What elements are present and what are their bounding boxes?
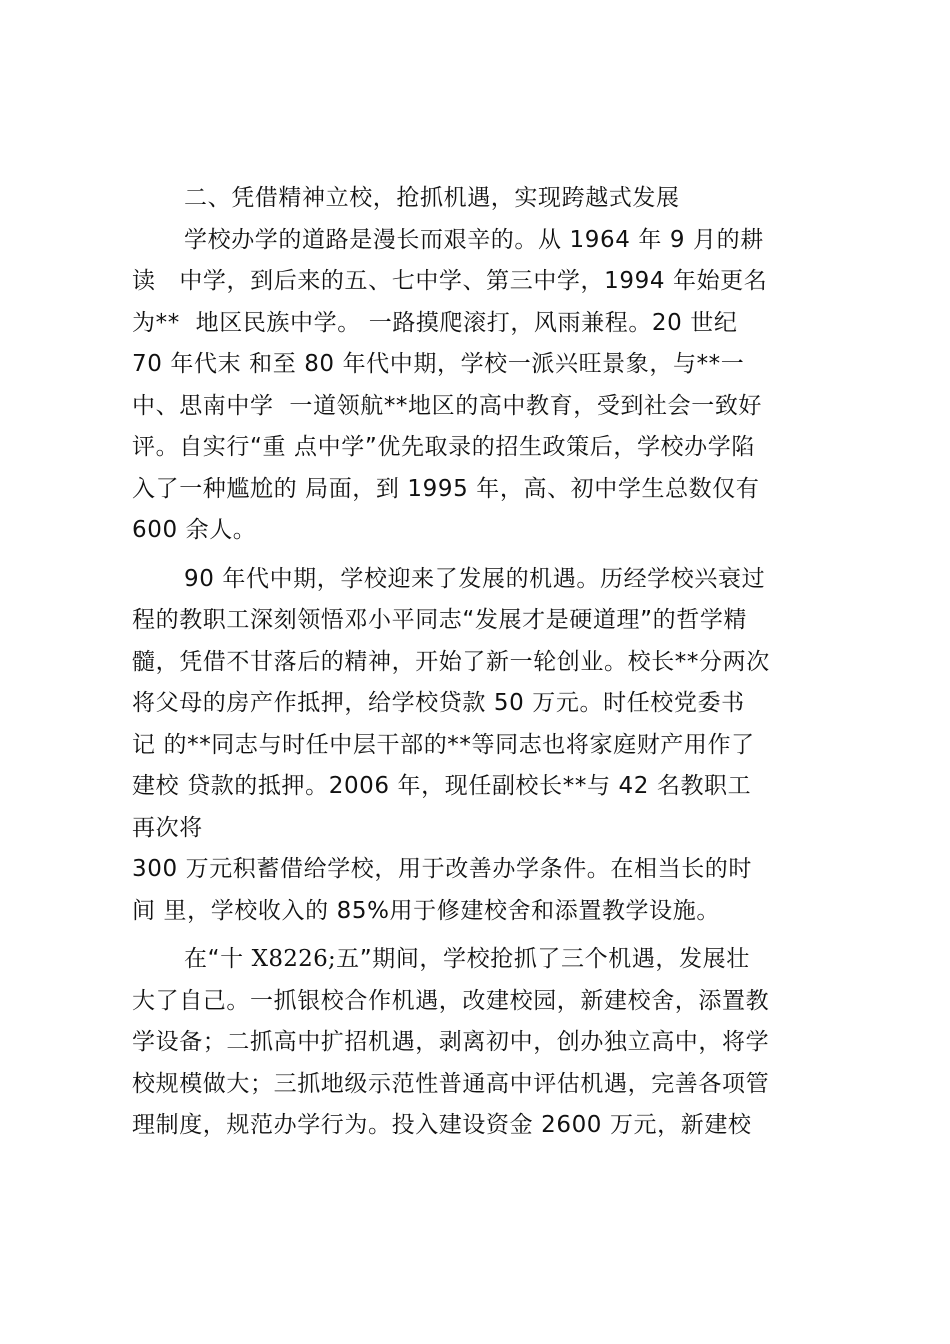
section-heading: 二、凭借精神立校，抢抓机遇，实现跨越式发展 <box>184 185 680 211</box>
text-line: 记 的**同志与时任中层干部的**等同志也将家庭财产用作了 <box>132 731 755 758</box>
text-line: 为** 地区民族中学。 一路摸爬滚打，风雨兼程。20 世纪 <box>132 309 738 336</box>
paragraph-2 <box>132 559 832 933</box>
text-line: 70 年代末 和至 80 年代中期，学校一派兴旺景象，与**一 <box>132 351 745 377</box>
text-line: 建校 贷款的抵押。2006 年，现任副校长**与 42 名教职工 <box>132 773 752 799</box>
text-line: 间 里，学校收入的 85%用于修建校舍和添置教学设施。 <box>132 897 720 924</box>
text-fragment-code: X8226; <box>251 946 337 972</box>
text-line: 评。自实行“重 点中学”优先取录的招生政策后，学校办学陷 <box>132 434 755 460</box>
text-line: 300 万元积蓄借给学校，用于改善办学条件。在相当长的时 <box>132 856 753 882</box>
text-line: 程的教职工深刻领悟邓小平同志“发展才是硬道理”的哲学精 <box>132 607 748 633</box>
text-line: 再次将 <box>132 814 203 841</box>
text-line: 600 余人。 <box>132 517 257 543</box>
text-line: 将父母的房产作抵押，给学校贷款 50 万元。时任校党委书 <box>132 690 745 716</box>
paragraph-gap <box>132 932 832 939</box>
text-line: 理制度，规范办学行为。投入建设资金 2600 万元，新建校 <box>132 1112 752 1138</box>
paragraph-3 <box>132 939 832 1147</box>
text-line: 髓，凭借不甘落后的精神，开始了新一轮创业。校长**分两次 <box>132 648 770 675</box>
text-fragment: 五”期间，学校抢抓了三个机遇，发展壮 <box>336 946 750 972</box>
text-line: 90 年代中期，学校迎来了发展的机遇。历经学校兴衰过 <box>184 565 766 592</box>
text-line: 中、思南中学 一道领航**地区的高中教育，受到社会一致好 <box>132 392 763 419</box>
text-line: 入了一种尴尬的 局面，到 1995 年，高、初中学生总数仅有 <box>132 475 760 502</box>
paragraph-gap <box>132 552 832 559</box>
document-body <box>132 178 832 1147</box>
text-fragment: 在“十 <box>184 946 252 972</box>
text-line: 读 中学，到后来的五、七中学、第三中学，1994 年始更名 <box>132 268 768 294</box>
text-line: 学设备；二抓高中扩招机遇，剥离初中，创办独立高中，将学 <box>132 1029 770 1055</box>
text-line: 大了自己。一抓银校合作机遇，改建校园，新建校舍，添置教 <box>132 987 770 1014</box>
text-line: 校规模做大；三抓地级示范性普通高中评估机遇，完善各项管 <box>132 1070 770 1097</box>
paragraph-1 <box>132 220 832 552</box>
text-line: 学校办学的道路是漫长而艰辛的。从 1964 年 9 月的耕 <box>184 226 764 253</box>
text-line <box>132 939 832 981</box>
